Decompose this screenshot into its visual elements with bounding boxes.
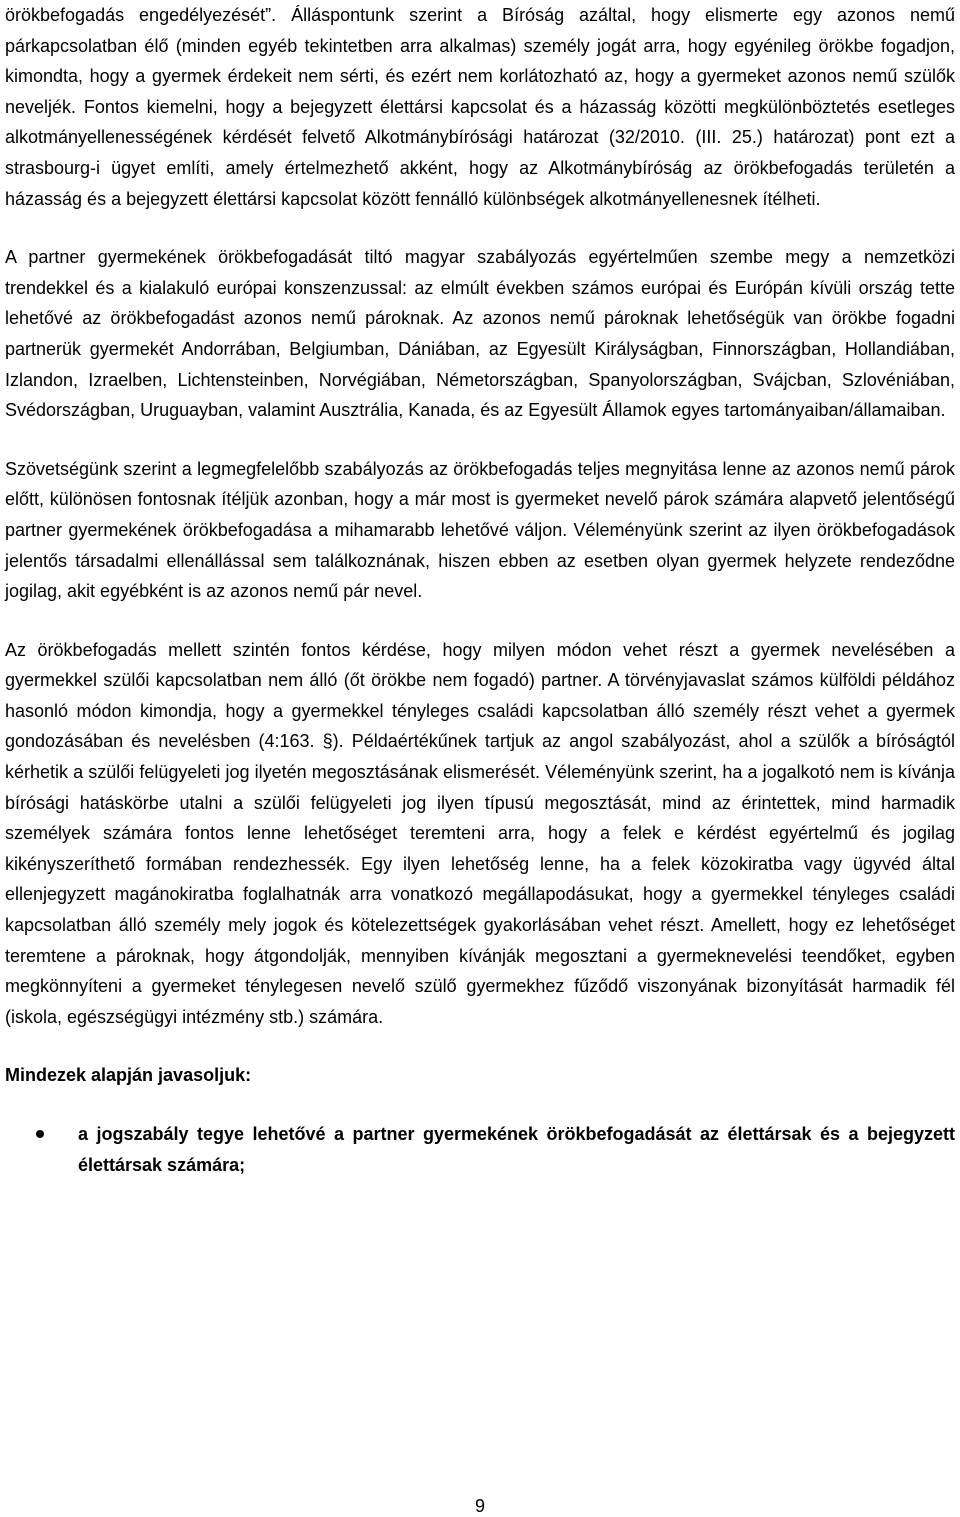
bullet-icon [36, 1130, 44, 1138]
proposals-heading: Mindezek alapján javasoljuk: [5, 1065, 252, 1086]
proposals-list [5, 1119, 955, 1180]
document-page [5, 0, 955, 1180]
proposal-item [5, 1119, 955, 1180]
page-number: 9 [474, 1496, 485, 1516]
paragraph-adoption-court-ruling: örökbefogadás engedélyezését”. Álláspontunk szerint a Bíróság azáltal, hogy elismerte egy azonos nemű párkapcsolatban élő (minden egyéb tekintetben arra alkalmas) személy jogát arra, hogy egyénileg örökbe fogadjon, kimondta, hogy a gyermek érdekeit nem sérti, és ezért nem korlátozható az, hogy a gyermeket azonos nemű szülők neveljék. Fontos kiemelni, hogy a bejegyzett élettársi kapcsolat és a házasság közötti megkülönböztetés esetleges alkotmányellenességének kérdését felvető Alkotmánybírósági határozat (32/2010. (III. 25.) határozat) pont ezt a strasbourg-i ügyet említi, amely értelmezhető akként, hogy az Alkotmánybíróság az örökbefogadás területén a házasság és a bejegyzett élettársi kapcsolat között fennálló különbségek alkotmányellenesnek ítélheti. [5, 5, 955, 209]
paragraph-partner-involvement: Az örökbefogadás mellett szintén fontos kérdése, hogy milyen módon vehet részt a gyermek nevelésében a gyermekkel szülői kapcsolatban nem álló (őt örökbe nem fogadó) partner. A törvényjavaslat számos külföldi példához hasonló módon kimondja, hogy a gyermekkel tényleges családi kapcsolatban álló személy részt vehet a gyermek gondozásában és nevelésben (4:163. §). Példaértékűnek tartjuk az angol szabályozást, ahol a szülők a bíróságtól kérhetik a szülői felügyeleti jog ilyetén megosztásának elismerését. Véleményünk szerint, ha a jogalkotó nem is kívánja bírósági hatáskörbe utalni a szülői felügyeleti jog ilyen típusú megosztását, mind az érintettek, mind harmadik személyek számára fontos lenne lehetőséget teremteni arra, hogy a felek e kérdést egyértelmű és jogilag kikényszeríthető formában rendezhessék. Egy ilyen lehetőség lenne, ha a felek közokiratba vagy ügyvéd által ellenjegyzett magánokiratba foglalhatnák arra vonatkozó megállapodásukat, hogy a gyermekkel tényleges családi kapcsolatban álló személy mely jogok és kötelezettségek gyakorlásában vehet részt. Amellett, hogy ez lehetőséget teremtene a pároknak, hogy átgondolják, mennyiben kívánják megosztani a gyermeknevelési teendőket, egyben megkönnyíteni a gyermeket ténylegesen nevelő szülő gyermekhez fűződő viszonyának bizonyítását harmadik fél (iskola, egészségügyi intézmény stb.) számára. [5, 639, 955, 1027]
proposal-text: a jogszabály tegye lehetővé a partner gyermekének örökbefogadását az élettársak és a bejegyzett élettársak számára; [78, 1124, 955, 1175]
paragraph-international-trends: A partner gyermekének örökbefogadását tiltó magyar szabályozás egyértelműen szembe megy a nemzetközi trendekkel és a kialakuló európai konszenzussal: az elmúlt években számos európai és Európán kívüli ország tette lehetővé az örökbefogadást azonos nemű pároknak. Az azonos nemű pároknak lehetőségük van örökbe fogadni partnerük gyermekét Andorrában, Belgiumban, Dániában, az Egyesült Királyságban, Finnországban, Hollandiában, Izlandon, Izraelben, Lichtensteinben, Norvégiában, Németországban, Spanyolországban, Svájcban, Szlovéniában, Svédországban, Uruguayban, valamint Ausztrália, Kanada, és az Egyesült Államok egyes tartományaiban/államaiban. [5, 247, 955, 421]
paragraph-federation-position: Szövetségünk szerint a legmegfelelőbb szabályozás az örökbefogadás teljes megnyitása lenne az azonos nemű párok előtt, különösen fontosnak ítéljük azonban, hogy a már most is gyermeket nevelő párok számára alapvető jelentőségű partner gyermekének örökbefogadása a mihamarabb lehetővé váljon. Véleményünk szerint az ilyen örökbefogadások jelentős társadalmi ellenállással sem találkoznának, hiszen ebben az esetben olyan gyermek helyzete rendeződne jogilag, akit egyébként is az azonos nemű pár nevel. [5, 458, 955, 602]
